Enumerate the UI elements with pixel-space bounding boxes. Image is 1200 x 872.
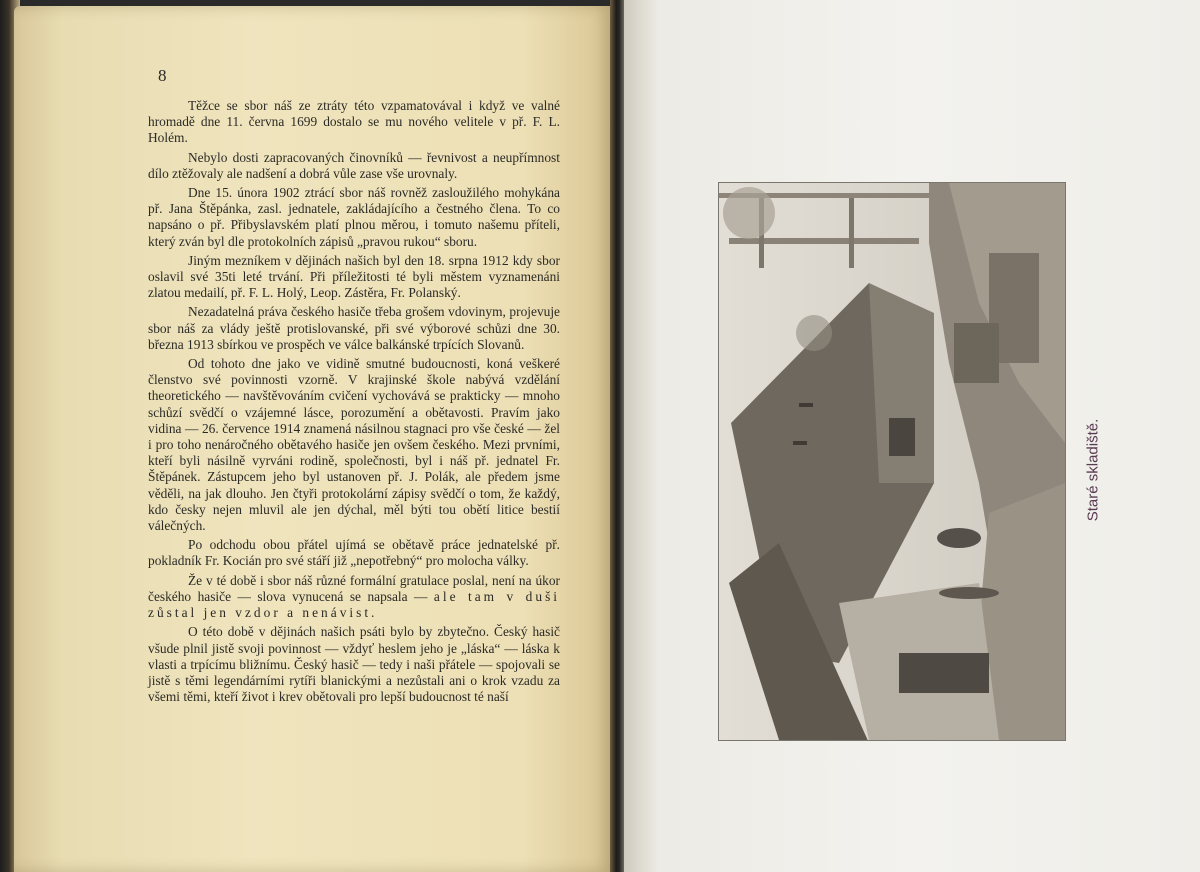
paragraph: Těžce se sbor náš ze ztráty této vzpamatovával i když ve valné hromadě dne 11. června 1699 dostalo se mu nového velitele v př. F. L. Holém.	[148, 98, 560, 146]
photo-figure	[939, 587, 999, 599]
caption-text: Staré skladiště.	[1084, 418, 1102, 522]
photo-window	[889, 418, 915, 456]
photo-vent	[793, 441, 807, 445]
photo-beam	[729, 238, 919, 244]
paragraph: Jiným mezníkem v dějinách našich byl den 18. srpna 1912 kdy sbor oslavil své 35ti leté trvání. Při příležitosti té byli městem vyznamenáni zlatou medailí, př. F. L. Holý, Leop. Zástěra, Fr. Polanský.	[148, 252, 560, 301]
spaced-emphasis-text: ale tam v duši zůstal jen vzdor a nenávist.	[148, 588, 560, 621]
paragraph: Dne 15. února 1902 ztrácí sbor náš rovněž zasloužilého mohykána př. Jana Štěpánka, zasl. jednatele, zakládajícího a čestného člena. To co napsáno o př. Přibyslavském platí plnou měrou, i tomuto našemu příteli, který zván byl dle protokolních zápisů „pravou rukou“ sboru.	[148, 185, 560, 249]
paragraph	[148, 573, 560, 622]
photo-tree	[796, 315, 832, 351]
photograph-old-storehouse	[718, 182, 1066, 741]
page-number: 8	[158, 66, 167, 85]
paragraph: Nebylo dosti zapracovaných činovníků — řevnivost a neupřímnost dílo ztěžovaly ale nadšení a dobrá vůle zase vše urovnaly.	[148, 149, 560, 181]
photo-vent	[799, 403, 813, 407]
photo-door	[899, 653, 989, 693]
paragraph: Od tohoto dne jako ve vidině smutné budoucnosti, koná veškeré členstvo své povinnosti vzorně. V krajinské škole nabývá vzdělání theoretického — navštěvováním cvičení vychovává se prakticky — mnoho schůzí svědčí o vzájemné lásce, porozumění a obětavosti. Pravím jako vidina — 26. července 1914 znamená násilnou stagnaci pro vše české — žel i pro toho nenáročného obětavého hasiče jen ovšem českého. Mezi prvními, kteří byli násilně vyrváni rodině, společnosti, byl i náš př. jednatel Fr. Štěpánek. Zástupcem jeho byl ustanoven př. J. Polák, ale předem jsme věděli, na jak dlouho. Jen čtyři protokolární zápisy svědčí o tom, že každý, kdo česky nejen mluvil ale jen dýchal, měl býti tou obětí litice bestií válečných.	[148, 356, 560, 534]
paragraph: O této době v dějinách našich psáti bylo by zbytečno. Český hasič všude plnil jistě svoji povinnost — vždyť heslem jeho je „láska“ — láska k vlasti a trpícímu bližnímu. Český hasič — tedy i naši přátele — spojovali se jistě s těmi legendárními rytíři blanickými a nezůstali ani o krok vzadu za všemi těmi, kteří život i krev obětovali pro lepší budoucnost té naší	[148, 624, 560, 705]
page-text	[148, 98, 560, 708]
paragraph: Nezadatelná práva českého hasiče třeba grošem vdovinym, projevuje sbor náš za vlády ještě protislovanské, při své výborové schůzi dne 30. března 1913 sbírkou ve prospěch ve válce balkánské trpících Slovanů.	[148, 304, 560, 352]
photo-brick-stack	[954, 323, 999, 383]
photo-post	[849, 193, 854, 268]
photo-illustration	[719, 183, 1065, 740]
photo-caption	[1082, 420, 1104, 520]
photo-figures	[937, 528, 981, 548]
paragraph: Po odchodu obou přátel ujímá se obětavě práce jednatelské př. pokladník Fr. Kocián pro své stáří již „nepotřebný“ pro molocha války.	[148, 537, 560, 569]
paragraph-text: Že v té době i sbor náš různé formální gratulace poslal, není na úkor českého hasiče — slova vynucená se napsala —	[148, 572, 560, 604]
photo-tree	[723, 187, 775, 239]
